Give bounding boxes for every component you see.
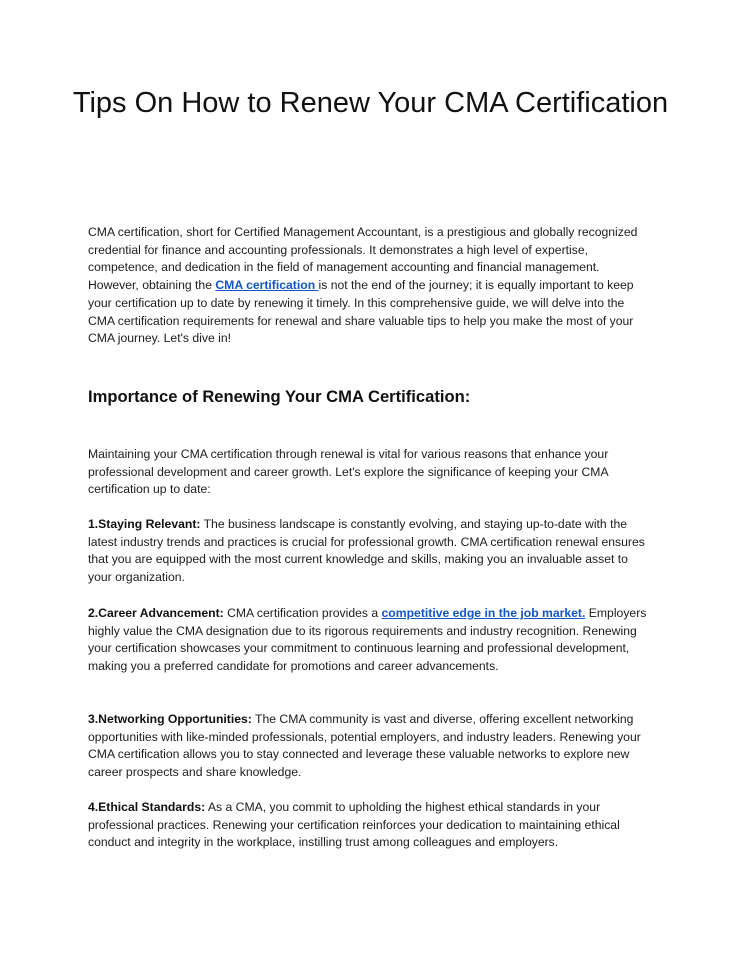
point-label: 1.Staying Relevant: [88,517,201,531]
point-career-advancement [88,605,653,676]
intro-text-before-link: CMA certification, short for Certified Management Accountant, is a prestigious and globally recognized credential for finance and accounting professionals. It demonstrates a high level of expertise, competence, and dedication in the field of management accounting and financial management. However, obtaining the [88,225,638,293]
point-label: 2.Career Advancement: [88,606,224,620]
point-text: The business landscape is constantly evolving, and staying up-to-date with the latest industry trends and practices is crucial for professional growth. CMA certification renewal ensures that you are equipped with the most current knowledge and skills, making you an invaluable asset to your organization. [88,517,645,585]
intro-text-after-link: is not the end of the journey; it is equally important to keep your certification up to date by renewing it timely. In this comprehensive guide, we will delve into the CMA certification requirements for renewal and share valuable tips to help you make the most of your CMA journey. Let's dive in! [88,278,634,346]
page-title: Tips On How to Renew Your CMA Certification [72,87,669,119]
point-staying-relevant [88,516,653,587]
point-text-before-link: CMA certification provides a [223,606,382,620]
point-text: As a CMA, you commit to upholding the highest ethical standards in your professional practices. Renewing your certification reinforces your dedication to maintaining ethical conduct and integrity in the workplace, instilling trust among colleagues and employers. [88,800,620,850]
intro-paragraph [88,224,653,348]
point-label: 3.Networking Opportunities: [88,712,252,726]
point-ethical-standards [88,799,653,852]
section-heading: Importance of Renewing Your CMA Certification: [88,387,471,406]
point-text: The CMA community is vast and diverse, offering excellent networking opportunities with like-minded professionals, potential employers, and industry leaders. Renewing your CMA certification allows you to stay connected and leverage these valuable networks to explore new career prospects and share knowledge. [88,712,641,780]
point-text-after-link: Employers highly value the CMA designation due to its rigorous requirements and industry recognition. Renewing your certification showcases your commitment to continuous learning and professional development, making you a preferred candidate for promotions and career advancements. [88,606,647,674]
section-intro-paragraph: Maintaining your CMA certification through renewal is vital for various reasons that enhance your professional development and career growth. Let's explore the significance of keeping your CMA certification up to date: [88,447,609,497]
competitive-edge-link[interactable]: competitive edge in the job market. [381,606,586,620]
point-label: 4.Ethical Standards: [88,800,206,814]
cma-certification-link[interactable]: CMA certification [215,278,319,293]
point-networking-opportunities [88,711,653,782]
